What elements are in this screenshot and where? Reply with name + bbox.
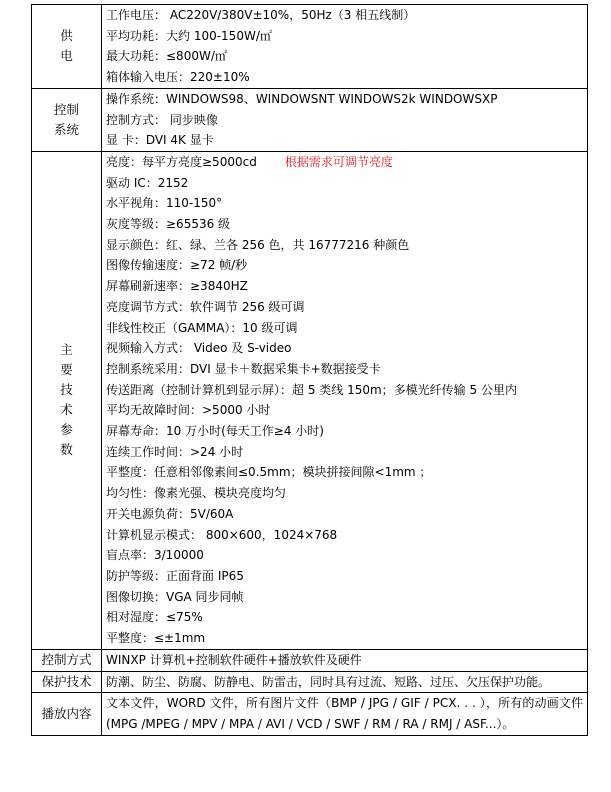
label-text: 技 (60, 382, 73, 398)
spec-line: 工作电压： AC220V/380V±10%，50Hz（3 相五线制） (106, 8, 416, 22)
spec-line: 计算机显示模式： 800×600，1024×768 (106, 527, 338, 542)
label-text: 数 (60, 442, 73, 458)
row-power-supply (32, 5, 588, 89)
section-label-protection (32, 671, 102, 693)
label-text: 术 (60, 402, 73, 418)
label-text: 系统 (53, 121, 79, 137)
spec-line: 水平视角：110-150° (106, 196, 223, 211)
section-label-control-system (32, 88, 102, 151)
section-content-control-system (102, 88, 588, 151)
spec-line: 传送距离（控制计算机到显示屏）：超 5 类线 150m；多模光纤传输 5 公里内 (106, 382, 517, 397)
spec-line: 均匀性：像素光强、模块亮度均匀 (106, 486, 287, 501)
section-content-protection (102, 671, 588, 693)
spec-line-brightness (106, 152, 583, 173)
section-content-main-parameters (102, 151, 588, 649)
label-text: 控制方式 (41, 652, 92, 668)
spec-line: 平整度：任意相邻像素间≤0.5mm；模块拼接间隙<1mm ； (106, 465, 432, 480)
spec-line: 驱动 IC：2152 (106, 175, 189, 190)
section-content-playback (102, 693, 588, 735)
spec-line: 视频输入方式： Video 及 S-video (106, 341, 292, 356)
spec-line: 开关电源负荷：5V/60A (106, 506, 234, 521)
label-text: 供 (60, 28, 73, 44)
row-control-method (32, 649, 588, 671)
label-text: 保护技术 (41, 673, 92, 689)
section-label-power (32, 5, 102, 89)
section-label-control-method (32, 649, 102, 671)
spec-line: 显示颜色：红、绿、兰各 256 色，共 16777216 种颜色 (106, 237, 410, 252)
spec-line: 控制系统采用：DVI 显卡＋数据采集卡+数据接受卡 (106, 361, 381, 376)
spec-line: 平均功耗：大约 100-150W/㎡ (106, 28, 272, 43)
spec-line: 图像切换：VGA 同步同帧 (106, 589, 244, 604)
spec-line: 屏幕寿命：10 万小时(每天工作≥4 小时) (106, 424, 324, 439)
spec-line: 箱体输入电压：220±10% (106, 70, 250, 85)
spec-line: 显 卡：DVI 4K 显卡 (106, 133, 214, 148)
spec-line: 图像传输速度：≥72 帧/秒 (106, 258, 248, 273)
spec-line: 平整度：≤±1mm (106, 631, 206, 646)
spec-paragraph: 文本文件，WORD 文件，所有图片文件（BMP / JPG / GIF / PCX. . . ），所有的动画文件(MPG /MPEG / MPV / MPA / AVI / VCD / SWF / RM / RA / RMJ / ASF...）。 (106, 696, 583, 731)
spec-line: 最大功耗：≤800W/㎡ (106, 49, 227, 64)
brightness-note: 根据需求可调节亮度 (284, 154, 393, 169)
brightness-text: 亮度：每平方亮度≥5000cd (106, 154, 257, 169)
spec-table (31, 4, 588, 736)
row-playback-content (32, 693, 588, 735)
spec-line: 防护等级：正面背面 IP65 (106, 568, 244, 583)
label-text: 控制 (53, 101, 79, 117)
row-protection (32, 671, 588, 693)
spec-line: 盲点率：3/10000 (106, 548, 204, 563)
spec-line: 控制方式： 同步映像 (106, 112, 218, 127)
section-content-power (102, 5, 588, 89)
row-main-parameters (32, 151, 588, 649)
label-text: 参 (60, 422, 73, 438)
label-text: 播放内容 (41, 705, 92, 721)
section-label-playback (32, 693, 102, 735)
label-text: 要 (60, 362, 73, 378)
label-text: 主 (60, 342, 73, 358)
spec-line: 屏幕刷新速率：≥3840HZ (106, 279, 248, 294)
spec-line: 灰度等级：≥65536 级 (106, 217, 231, 232)
spec-line: 平均无故障时间：>5000 小时 (106, 403, 271, 418)
label-text: 电 (60, 48, 73, 64)
spec-line: 非线性校正（GAMMA）：10 级可调 (106, 320, 298, 335)
spec-line: 亮度调节方式：软件调节 256 级可调 (106, 299, 305, 314)
spec-line: 操作系统：WINDOWS98、WINDOWSNT WINDOWS2k WINDOWSXP (106, 91, 498, 106)
spec-paragraph: 防潮、防尘、防腐、防静电、防雷击，同时具有过流、短路、过压、欠压保护功能。 (106, 674, 551, 689)
section-label-main-parameters (32, 151, 102, 649)
row-control-system (32, 88, 588, 151)
spec-line: 连续工作时间：>24 小时 (106, 444, 244, 459)
spec-line: WINXP 计算机+控制软件硬件+播放软件及硬件 (106, 652, 362, 667)
section-content-control-method (102, 649, 588, 671)
spec-line: 相对湿度：≤75% (106, 610, 203, 625)
